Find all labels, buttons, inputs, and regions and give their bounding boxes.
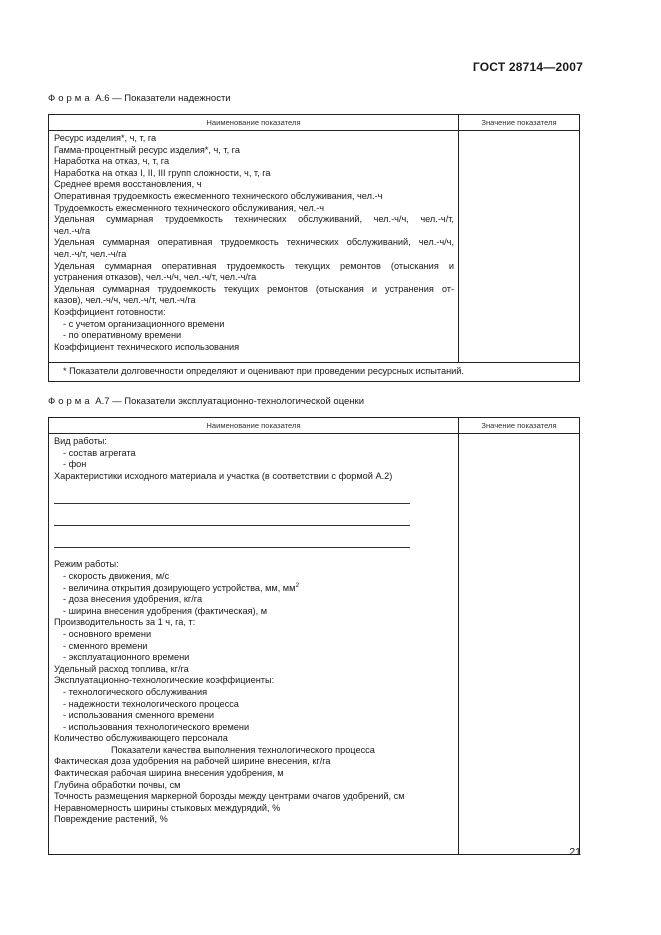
form-a7-title (48, 396, 364, 407)
form-a7-indicators-cell (49, 434, 459, 855)
page-number: 21 (569, 846, 581, 858)
list-item: Удельный расход топлива, кг/га (54, 663, 189, 674)
list-item: - использования технологического времени (63, 721, 250, 732)
form-a6-prefix: Форма (48, 93, 93, 104)
list-item: казов), чел.-ч/ч, чел.-ч/т, чел.-ч/га (54, 295, 196, 306)
list-item: - доза внесения удобрения, кг/га (63, 594, 203, 605)
list-item: устранения отказов), чел.-ч/ч, чел.-ч/т, чел.-ч/га (54, 272, 257, 283)
list-item: Повреждение растений, % (54, 814, 168, 825)
list-item (54, 583, 454, 595)
list-item: Гамма-процентный ресурс изделия*, ч, т, га (54, 144, 240, 155)
list-item: - сменного времени (63, 640, 148, 651)
list-item: Количество обслуживающего персонала (54, 733, 228, 744)
form-a7-col1-header: Наименование показателя (49, 418, 459, 434)
form-a7-col2-header: Значение показателя (459, 418, 580, 434)
list-item: Фактическая рабочая ширина внесения удобрения, м (54, 768, 284, 779)
form-a7-values-cell (459, 434, 580, 855)
list-item: Глубина обработки почвы, см (54, 779, 181, 790)
document-code: ГОСТ 28714—2007 (472, 60, 583, 74)
list-item: Производительность за 1 ч, га, т: (54, 617, 196, 628)
list-item: - использования сменного времени (63, 710, 215, 721)
list-item: Наработка на отказ I, II, III групп сложности, ч, т, га (54, 167, 271, 178)
list-item: Среднее время восстановления, ч (54, 179, 202, 190)
list-item: - состав агрегата (63, 447, 136, 458)
list-item: Фактическая доза удобрения на рабочей ширине внесения, кг/га (54, 756, 331, 767)
form-a6-footnote: * Показатели долговечности определяют и оценивают при проведении ресурсных испытаний. (49, 363, 580, 382)
blank-fill-line (54, 526, 454, 548)
form-a6-indicators-cell (49, 131, 459, 363)
list-item: Характеристики исходного материала и участка (в соответствии с формой А.2) (54, 470, 393, 481)
list-item: Наработка на отказ, ч, т, га (54, 156, 170, 167)
list-item: Вид работы: (54, 436, 107, 446)
form-a6-col2-header: Значение показателя (459, 115, 580, 131)
list-item: - эксплуатационного времени (63, 652, 190, 663)
form-a6-table (48, 114, 580, 382)
form-a6-title (48, 93, 231, 104)
superscript: 2 (295, 581, 300, 589)
list-item: Удельная суммарная трудоемкость текущих ремонтов (отыскания и устранения от- (54, 283, 454, 294)
section-subheading: Показатели качества выполнения технологического процесса (111, 744, 375, 755)
list-item: чел.-ч/т, чел.-ч/га (54, 248, 127, 259)
list-item: Удельная суммарная оперативная трудоемкость технических обслуживаний, чел.-ч/ч, (54, 237, 454, 248)
list-item-text: - величина открытия дозирующего устройства, мм, мм (63, 582, 296, 593)
list-item: - по оперативному времени (63, 330, 182, 341)
list-item: Неравномерность ширины стыковых междурядий, % (54, 802, 281, 813)
list-item: - с учетом организационного времени (63, 318, 225, 329)
list-item: - скорость движения, м/с (63, 570, 170, 581)
form-a7-prefix: Форма (48, 396, 93, 407)
list-item: Коэффициент технического использования (54, 341, 240, 352)
list-item: Эксплуатационно-технологические коэффициенты: (54, 675, 275, 686)
list-item: Оперативная трудоемкость ежесменного технического обслуживания, чел.-ч (54, 190, 383, 201)
list-item: чел.-ч/га (54, 225, 91, 236)
list-item: - надежности технологического процесса (63, 698, 239, 709)
list-item: Удельная суммарная трудоемкость технических обслуживаний, чел.-ч/ч, чел.-ч/т, (54, 214, 454, 225)
list-item: Трудоемкость ежесменного технического обслуживания, чел.-ч (54, 202, 325, 213)
blank-fill-line (54, 482, 454, 504)
list-item: - технологического обслуживания (63, 686, 208, 697)
list-item: Коэффициент готовности: (54, 306, 166, 317)
list-item: Удельная суммарная оперативная трудоемкость текущих ремонтов (отыскания и (54, 260, 454, 271)
list-item: - основного времени (63, 628, 152, 639)
list-item: Режим работы: (54, 559, 119, 570)
form-a7-table (48, 417, 580, 855)
list-item: - фон (63, 459, 87, 470)
list-item: Точность размещения маркерной борозды между центрами очагов удобрений, см (54, 791, 405, 802)
blank-fill-line (54, 504, 454, 526)
form-a6-title-text: А.6 — Показатели надежности (95, 93, 231, 104)
form-a6-col1-header: Наименование показателя (49, 115, 459, 131)
form-a7-title-text: А.7 — Показатели эксплуатационно-технологической оценки (95, 396, 365, 407)
list-item: - ширина внесения удобрения (фактическая), м (63, 605, 268, 616)
list-item: Ресурс изделия*, ч, т, га (54, 133, 157, 143)
form-a6-values-cell (459, 131, 580, 363)
